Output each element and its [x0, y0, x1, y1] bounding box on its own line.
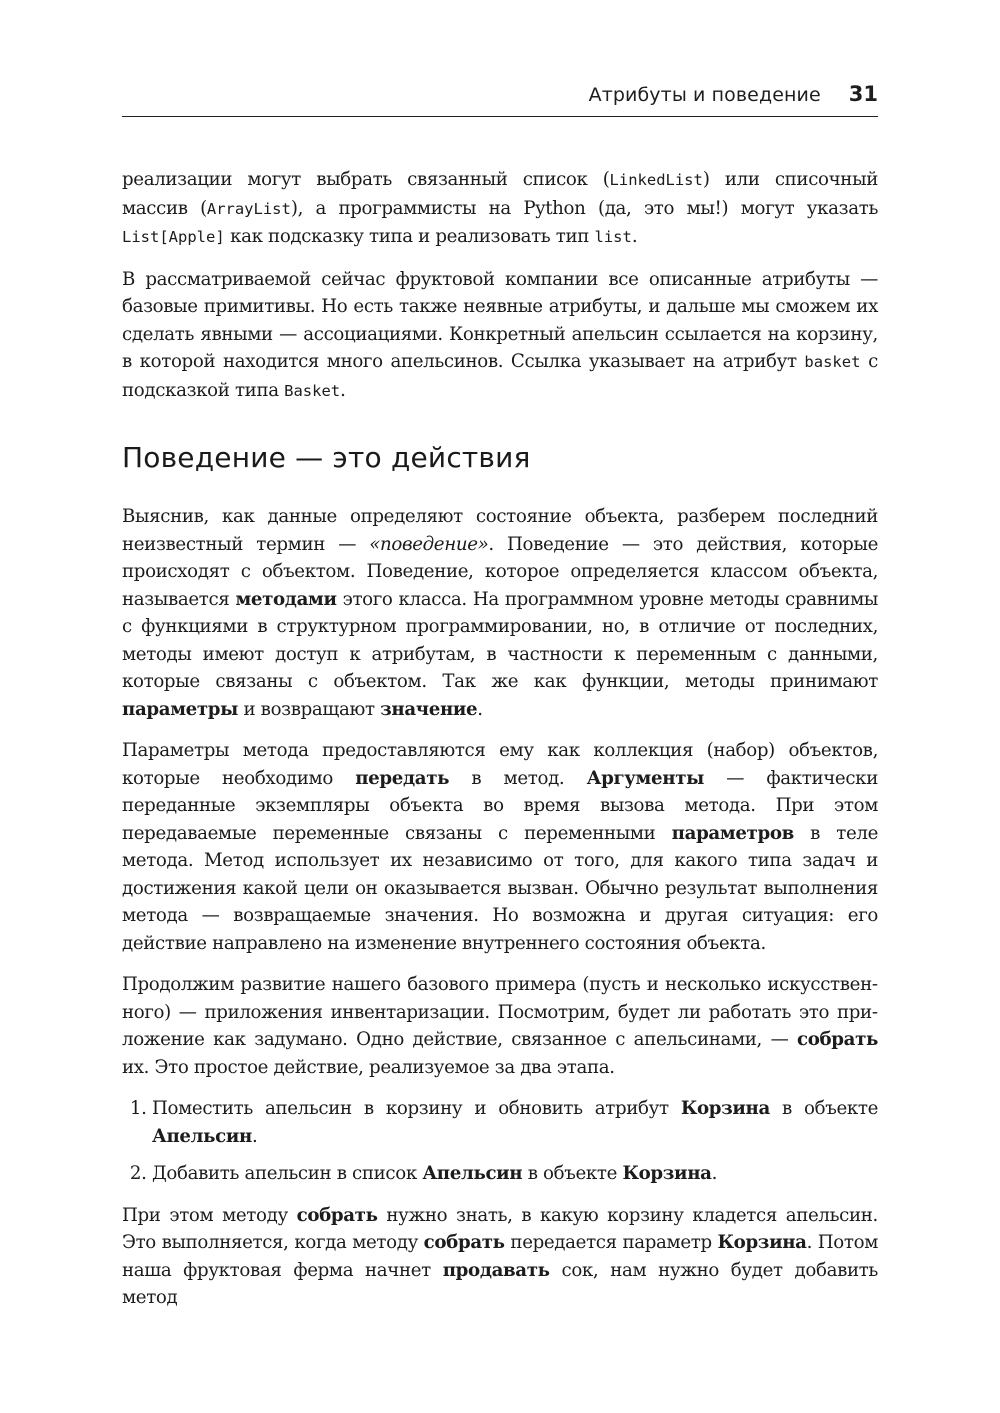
text-run: этого класса. На программном уровне методы сравнимы с функциями в структурном программировании, но, в отличие от последних, методы имеют доступ к атрибутам, в частности к переменным с данными, которые связаны с объектом. Так же как функции, методы принимают	[122, 588, 879, 692]
paragraph-5	[122, 971, 878, 1081]
code-list-apple: List[Apple]	[122, 228, 225, 246]
text-run: с подсказкой типа	[122, 351, 878, 401]
code-list: list	[594, 228, 632, 246]
text-run: передается параметр	[504, 1232, 718, 1253]
code-linkedlist: LinkedList	[609, 171, 703, 189]
term-collect: собрать	[423, 1232, 505, 1253]
text-run: в теле метода. Метод использует их независимо от того, для какого типа задач и достижения какой цели он оказывается вызван. Обычно результат выполнения метода — возвращаемые значения. Но возможна и другая ситуация: его действие направлено на изменение внутреннего состояния объекта.	[122, 822, 878, 954]
text-run: Добавить апельсин в список	[152, 1163, 423, 1184]
text-run: Параметры метода предоставляются ему как коллекция (набор) объектов, которые необходимо	[122, 740, 878, 789]
term-sell: продавать	[442, 1259, 550, 1281]
code-arraylist: ArrayList	[206, 199, 291, 218]
text-run: . Потом наша фруктовая ферма начнет	[122, 1232, 878, 1281]
text-run: ), а программисты на Python (да, это мы!) могут указать	[290, 197, 878, 219]
term-parameters: параметры	[122, 698, 239, 720]
term-value: значение	[380, 698, 478, 720]
text-run: Выяснив, как данные определяют состояние объекта, разберем последний неизвестный термин —	[122, 506, 878, 555]
term-arguments: Аргументы	[586, 767, 704, 789]
text-run: сок, нам нужно будет добавить метод	[122, 1259, 878, 1308]
text-run: .	[340, 379, 346, 401]
text-run: .	[477, 698, 483, 720]
running-header	[122, 82, 878, 117]
list-item	[152, 1095, 878, 1150]
term-orange: Апельсин	[422, 1163, 523, 1184]
text-run: реализации могут выбрать связанный список (	[122, 169, 610, 190]
code-basket-attr: basket	[804, 353, 861, 371]
term-orange: Апельсин	[152, 1125, 252, 1147]
paragraph-4	[122, 737, 878, 957]
page-number: 31	[848, 82, 878, 106]
term-behavior: «поведение»	[369, 533, 489, 555]
text-run: — фактически переданные экземпляры объекта во время вызова метода. При этом передаваемые переменные связаны с переменными	[122, 767, 878, 844]
paragraph-3	[122, 503, 878, 723]
text-run: в объекте	[769, 1098, 878, 1119]
text-run: нужно знать, в какую корзину кладется апельсин. Это выполняется, когда методу	[122, 1204, 878, 1253]
text-run: ) или списочный массив (	[122, 169, 878, 219]
text-run: .	[251, 1125, 258, 1147]
text-run: При этом методу	[122, 1204, 297, 1226]
text-run: .	[711, 1163, 718, 1184]
paragraph-2	[122, 266, 878, 406]
steps-list	[122, 1095, 878, 1188]
paragraph-1	[122, 166, 878, 252]
text-run: их. Это простое действие, реализуемое за два этапа.	[122, 1056, 615, 1078]
text-run: .	[631, 226, 638, 247]
code-basket-type: Basket	[284, 381, 341, 400]
text-run: и возвращают	[238, 698, 381, 720]
term-pass: передать	[355, 767, 450, 789]
text-run: в метод.	[449, 767, 587, 789]
term-basket: Корзина	[680, 1098, 770, 1119]
body-text	[122, 166, 878, 1326]
paragraph-6	[122, 1202, 878, 1312]
term-methods: методами	[235, 588, 337, 610]
text-run: В рассматриваемой сейчас фруктовой компании все описанные атрибуты — базовые примитивы. Но есть также неявные атрибуты, и дальше мы сможем их сделать явными — ассоциациями. Конкретный апельсин ссылается на корзину, в которой находится много апельсинов. Ссылка указывает на атрибут	[122, 268, 878, 372]
term-collect: собрать	[296, 1204, 378, 1226]
text-run: как подсказку типа и реализовать тип	[224, 226, 595, 247]
text-run: в объекте	[522, 1163, 623, 1184]
text-run: Поместить апельсин в корзину и обновить атрибут	[152, 1098, 681, 1119]
term-basket: Корзина	[717, 1232, 807, 1253]
term-basket: Корзина	[622, 1163, 712, 1184]
list-item	[152, 1160, 878, 1188]
text-run: . Поведение — это действия, которые происходят с объектом. Поведение, которое определяется классом объекта, называется	[122, 533, 878, 610]
term-parameters-2: параметров	[671, 822, 794, 844]
term-collect: собрать	[796, 1029, 878, 1050]
running-title: Атрибуты и поведение	[588, 84, 821, 106]
section-heading: Поведение — это действия	[122, 441, 531, 474]
text-run: Продолжим развитие нашего базового примера (пусть и несколько искусственного) — приложения инвентаризации. Посмотрим, будет ли работать это приложение как задумано. Одно действие, связанное с апельсинами, —	[122, 974, 878, 1050]
